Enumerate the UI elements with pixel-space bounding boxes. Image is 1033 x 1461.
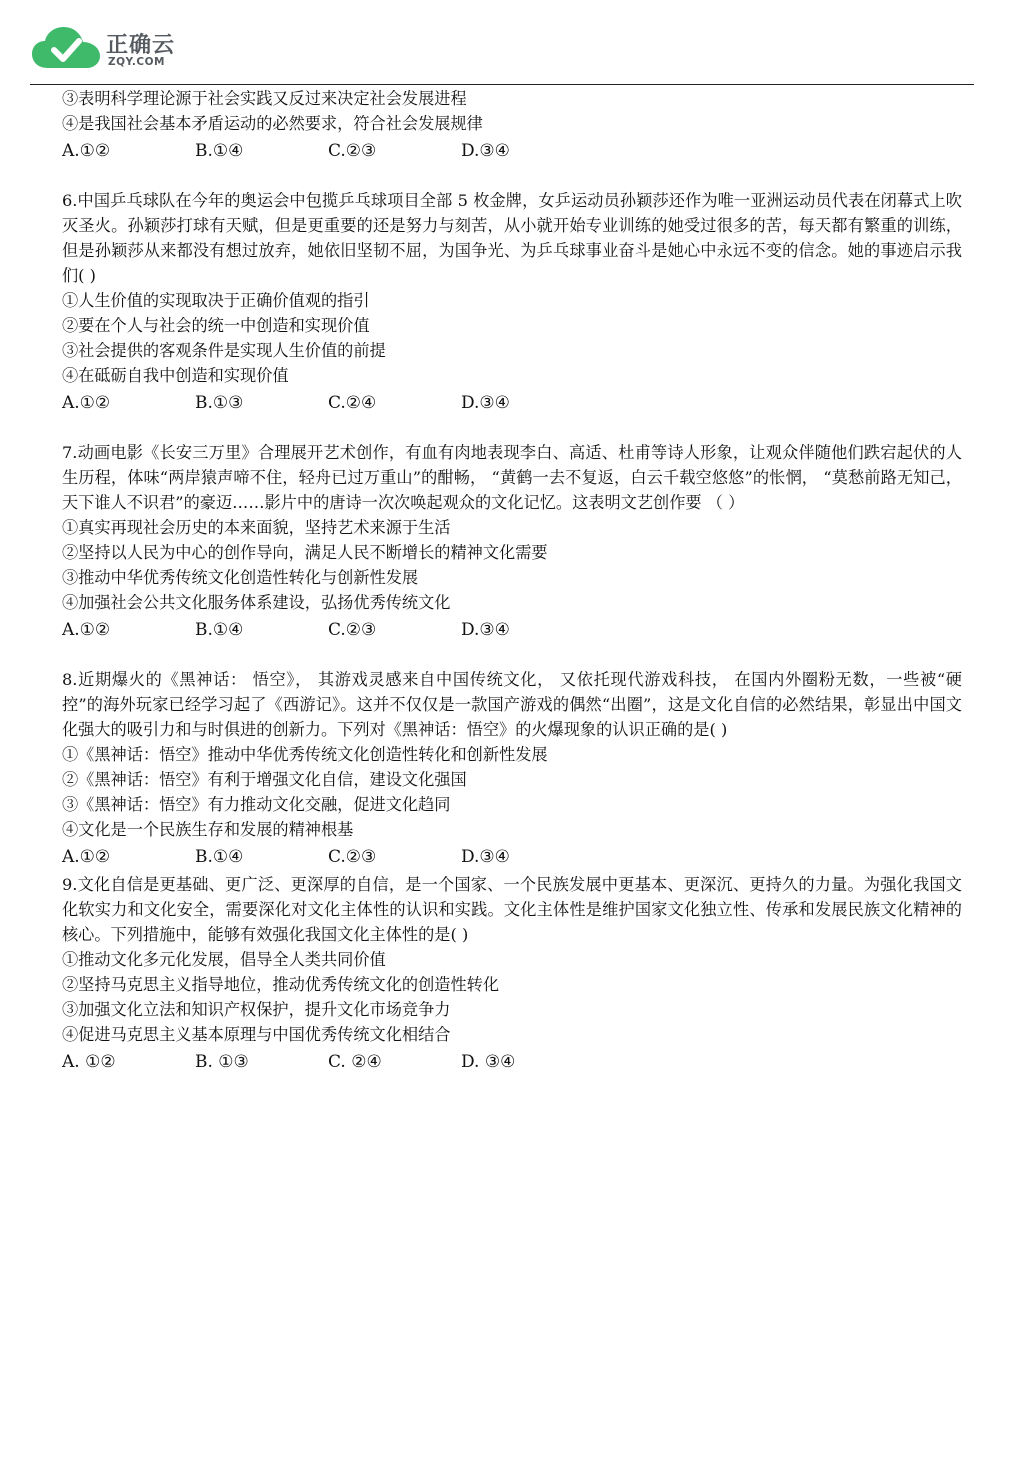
answer-b: B. ①③ (195, 1052, 249, 1072)
answer-choices (62, 615, 962, 645)
question-9 (62, 872, 962, 1077)
option: ④文化是一个民族生存和发展的精神根基 (62, 820, 354, 839)
option: ②要在个人与社会的统一中创造和实现价值 (62, 316, 370, 335)
question-stem: 6.中国乒乓球队在今年的奥运会中包揽乒乓球项目全部 5 枚金牌，女乒运动员孙颖莎还作为唯一亚洲运动员代表在闭幕式上吹灭圣火。孙颖莎打球有天赋，但是更重要的还是努力与刻苦，从小就开始专业训练的她受过很多的苦，每天都有繁重的训练，但是孙颖莎从来都没有想过放弃，她依旧坚韧不屈，为国争光、为乒乓球事业奋斗是她心中永远不变的信念。她的事迹启示我们( ) (62, 191, 962, 285)
answer-choices (62, 1047, 962, 1077)
cloud-check-logo-icon (30, 24, 102, 72)
option: ②《黑神话：悟空》有利于增强文化自信，建设文化强国 (62, 770, 467, 789)
logo-domain: ZQY.COM (108, 56, 165, 68)
answer-b: B.①④ (195, 620, 244, 640)
answer-a: A. ①② (62, 1052, 116, 1072)
header-divider (30, 84, 974, 85)
answer-choices (62, 388, 962, 418)
answer-a: A.①② (62, 847, 111, 867)
site-logo (30, 22, 210, 78)
answer-c: C.②③ (328, 847, 377, 867)
document-body (62, 86, 962, 1077)
logo-name: 正确云 (106, 33, 176, 58)
option: ③推动中华优秀传统文化创造性转化与创新性发展 (62, 568, 419, 587)
option: ①《黑神话：悟空》推动中华优秀传统文化创造性转化和创新性发展 (62, 745, 548, 764)
option: ④在砥砺自我中创造和实现价值 (62, 366, 289, 385)
answer-c: C.②③ (328, 141, 377, 161)
page-header (30, 22, 974, 86)
answer-choices (62, 136, 962, 166)
option: ②坚持以人民为中心的创作导向，满足人民不断增长的精神文化需要 (62, 543, 548, 562)
question-5-continuation (62, 86, 962, 166)
answer-b: B.①④ (195, 141, 244, 161)
option: ③表明科学理论源于社会实践又反过来决定社会发展进程 (62, 89, 467, 108)
question-stem: 7.动画电影《长安三万里》合理展开艺术创作，有血有肉地表现李白、高适、杜甫等诗人形象，让观众伴随他们跌宕起伏的人生历程，体味“两岸猿声啼不住，轻舟已过万重山”的酣畅， “黄鹤一去不复返，白云千载空悠悠”的怅惘， “莫愁前路无知己，天下谁人不识君”的豪迈……影片中的唐诗一次次唤起观众的文化记忆。这表明文艺创作要 （ ） (62, 443, 962, 512)
answer-c: C.②③ (328, 620, 377, 640)
answer-c: C. ②④ (328, 1052, 382, 1072)
answer-b: B.①④ (195, 847, 244, 867)
answer-d: D.③④ (461, 393, 510, 413)
option: ③加强文化立法和知识产权保护，提升文化市场竞争力 (62, 1000, 451, 1019)
option: ①真实再现社会历史的本来面貌，坚持艺术来源于生活 (62, 518, 451, 537)
question-stem: 8.近期爆火的《黑神话： 悟空》， 其游戏灵感来自中国传统文化， 又依托现代游戏科技， 在国内外圈粉无数，一些被“硬控”的海外玩家已经学习起了《西游记》。这并不仅仅是一款国产游戏的偶然“出圈”，这是文化自信的必然结果，彰显出中国文化强大的吸引力和与时俱进的创新力。下列对《黑神话：悟空》的火爆现象的认识正确的是( ) (62, 670, 962, 739)
option: ③《黑神话：悟空》有力推动文化交融，促进文化趋同 (62, 795, 451, 814)
question-7 (62, 440, 962, 645)
answer-c: C.②④ (328, 393, 377, 413)
answer-d: D.③④ (461, 141, 510, 161)
answer-d: D.③④ (461, 620, 510, 640)
answer-d: D. ③④ (461, 1052, 516, 1072)
option: ④加强社会公共文化服务体系建设，弘扬优秀传统文化 (62, 593, 451, 612)
option: ④促进马克思主义基本原理与中国优秀传统文化相结合 (62, 1025, 451, 1044)
question-8 (62, 667, 962, 872)
answer-d: D.③④ (461, 847, 510, 867)
question-stem: 9.文化自信是更基础、更广泛、更深厚的自信，是一个国家、一个民族发展中更基本、更深沉、更持久的力量。为强化我国文化软实力和文化安全，需要深化对文化主体性的认识和实践。文化主体性是维护国家文化独立性、传承和发展民族文化精神的核心。下列措施中，能够有效强化我国文化主体性的是( ) (62, 875, 962, 944)
option: ①推动文化多元化发展，倡导全人类共同价值 (62, 950, 386, 969)
option: ①人生价值的实现取决于正确价值观的指引 (62, 291, 370, 310)
option: ②坚持马克思主义指导地位，推动优秀传统文化的创造性转化 (62, 975, 500, 994)
answer-choices (62, 842, 962, 872)
answer-b: B.①③ (195, 393, 244, 413)
question-6 (62, 188, 962, 418)
answer-a: A.①② (62, 393, 111, 413)
option: ③社会提供的客观条件是实现人生价值的前提 (62, 341, 386, 360)
answer-a: A.①② (62, 141, 111, 161)
option: ④是我国社会基本矛盾运动的必然要求，符合社会发展规律 (62, 114, 483, 133)
answer-a: A.①② (62, 620, 111, 640)
